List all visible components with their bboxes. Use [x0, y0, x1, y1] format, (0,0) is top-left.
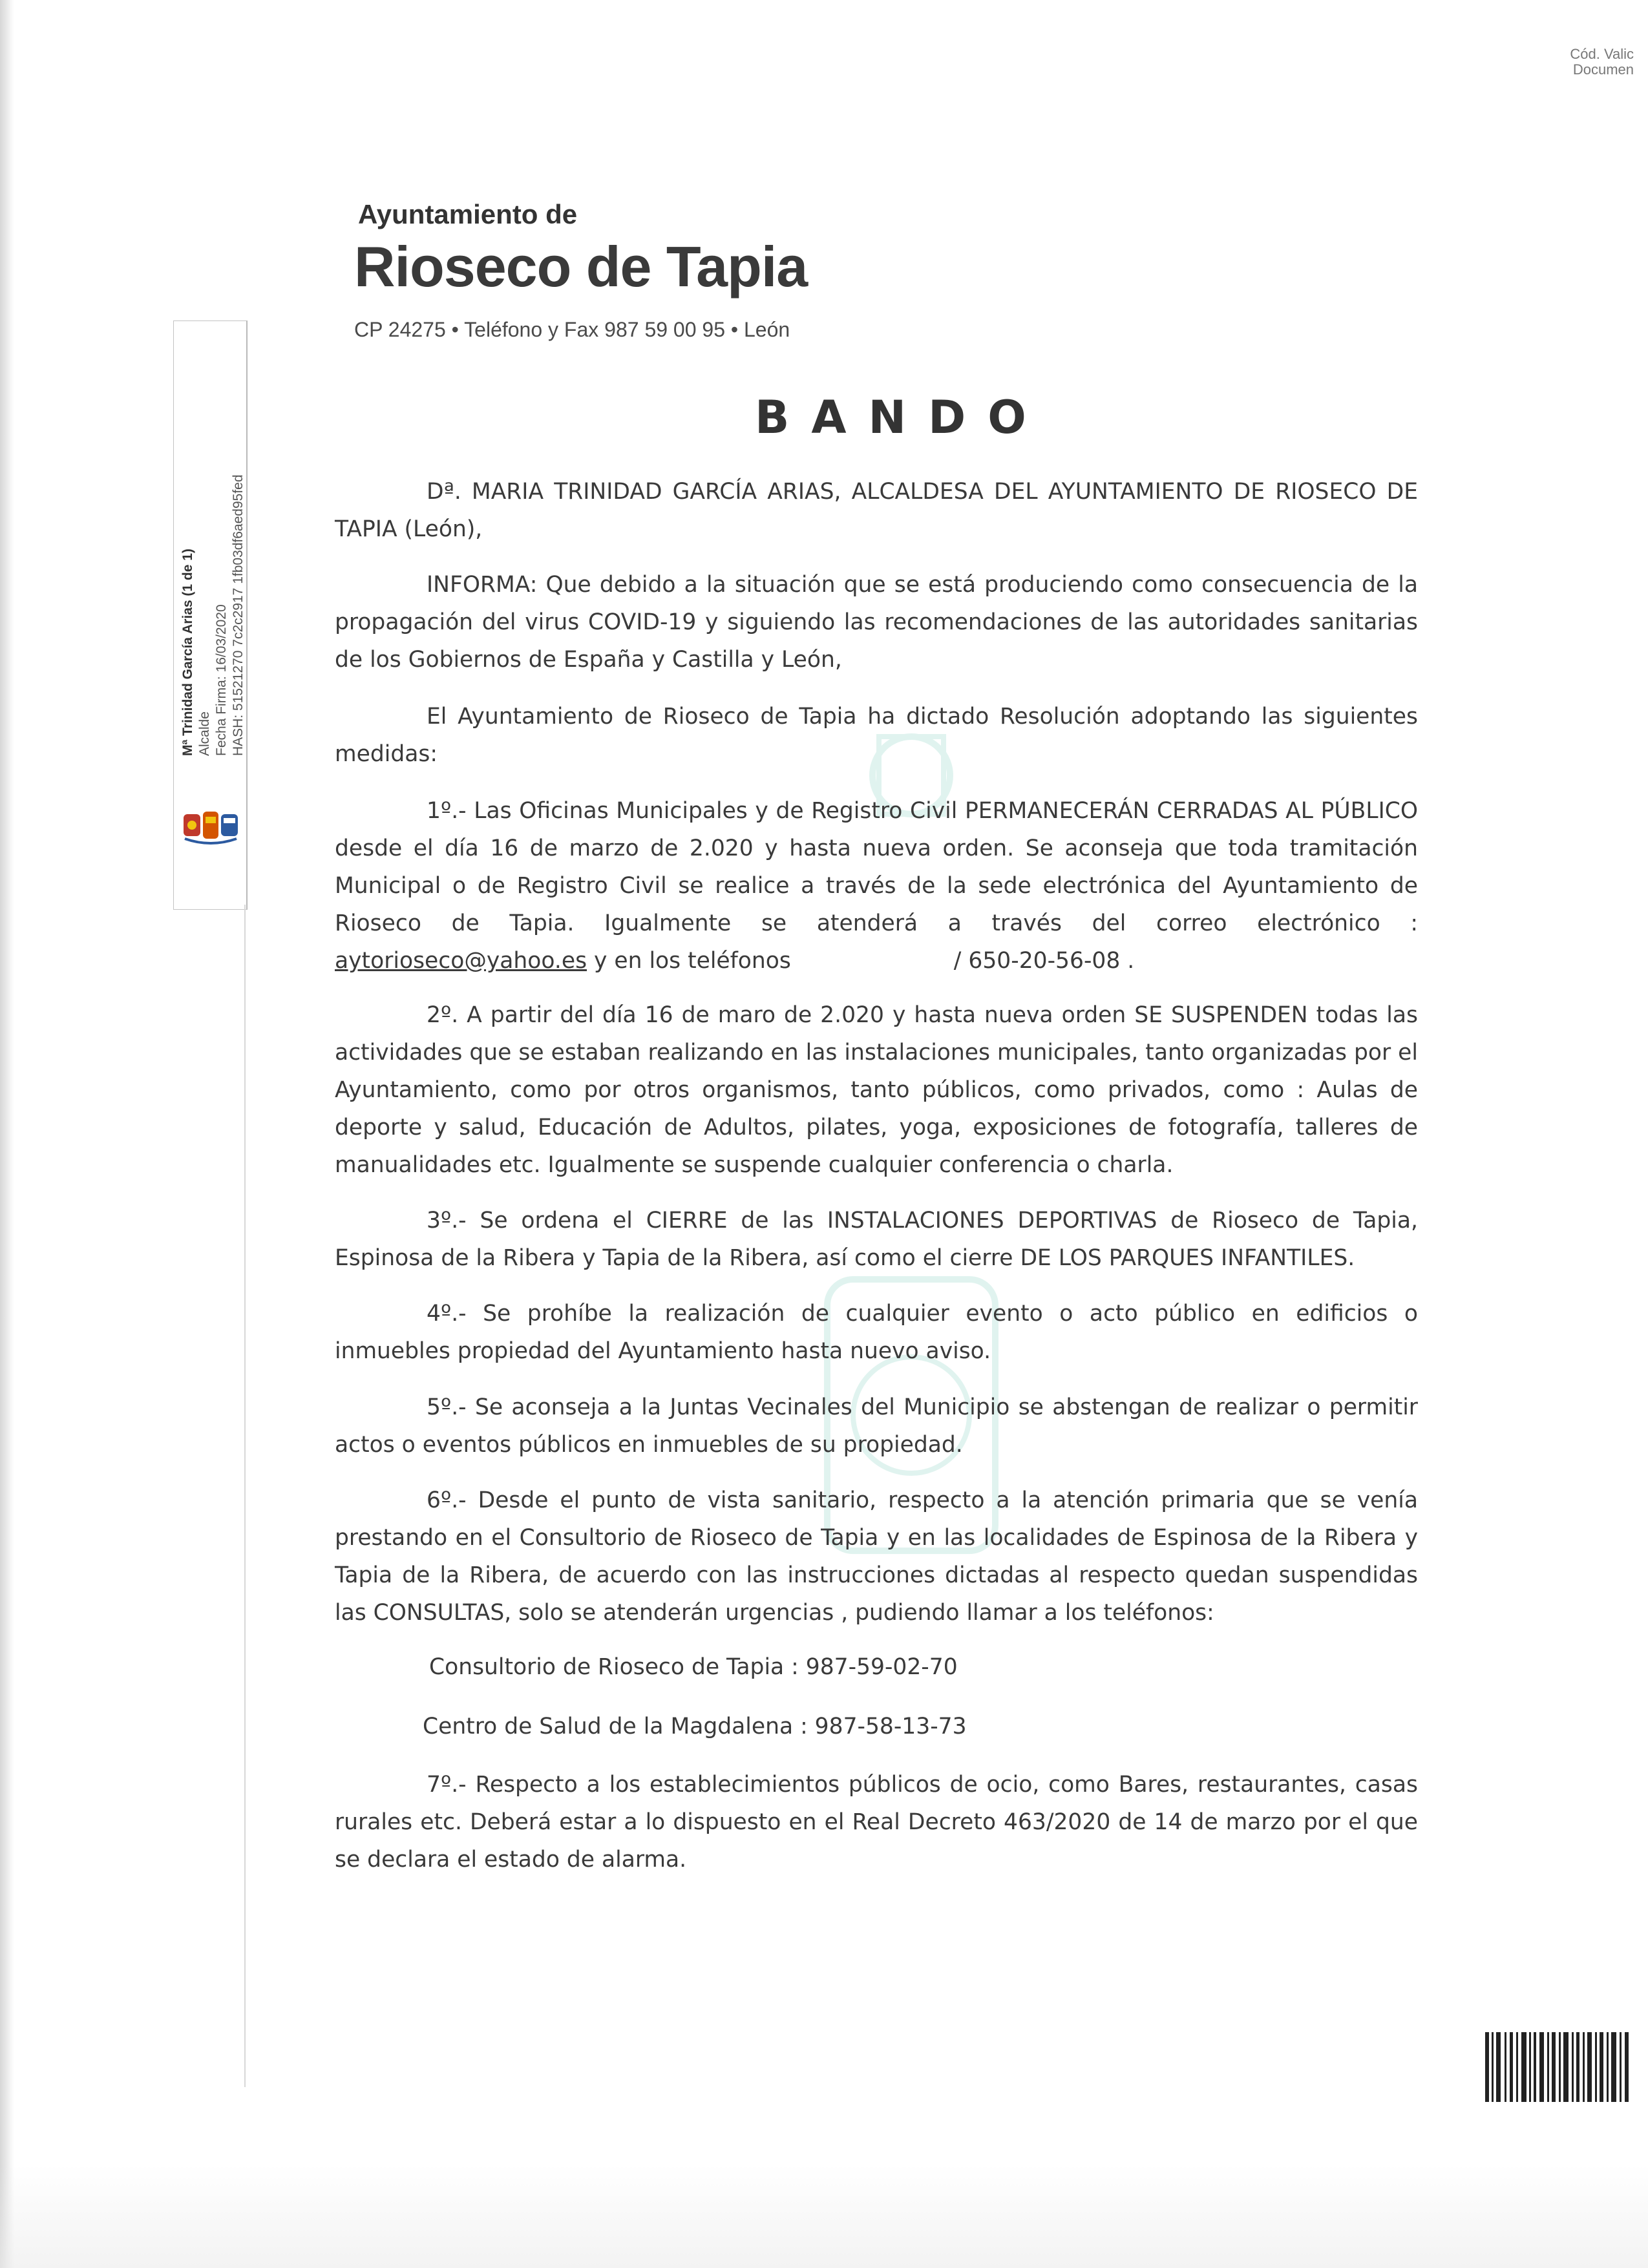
resolution-paragraph — [335, 698, 1418, 773]
measure-1-paragraph — [335, 792, 1418, 980]
signature-hash: HASH: 51521270 7c2c2917 1fb03df6aed95fed — [231, 474, 246, 756]
coat-of-arms-seal-icon — [180, 808, 242, 849]
measure-7-paragraph — [335, 1766, 1418, 1878]
measure-4-text: 4º.- Se prohíbe la realización de cualquier evento o acto público en edificios o inmuebles propiedad del Ayuntamiento hasta nuevo aviso. — [335, 1301, 1418, 1364]
barcode-icon — [1485, 2032, 1631, 2102]
measure-2-paragraph — [335, 996, 1418, 1184]
intro-text: Dª. MARIA TRINIDAD GARCÍA ARIAS, ALCALDESA DEL AYUNTAMIENTO DE RIOSECO DE TAPIA (León), — [335, 479, 1418, 542]
informa-paragraph — [335, 566, 1418, 678]
verification-line-1: Cód. Valic — [1570, 46, 1634, 62]
informa-text: INFORMA: Que debido a la situación que se está produciendo como consecuencia de la propagación del virus COVID-19 y siguiendo las recomendaciones de las autoridades sanitarias de los Gobiernos de España y Castilla y León, — [335, 572, 1418, 673]
measure-4-paragraph — [335, 1295, 1418, 1370]
measure-1-phones-prefix: y en los teléfonos — [594, 948, 791, 974]
header-subtitle: Ayuntamiento de — [358, 199, 578, 229]
signature-sidebar-text — [180, 474, 247, 756]
document-heading: BANDO — [755, 391, 1048, 444]
measure-6-text: 6º.- Desde el punto de vista sanitario, respecto a la atención primaria que se venía prestando en el Consultorio de Rioseco de Tapia y en las localidades de Espinosa de la Ribera y Tapia de la Ribera, de acuerdo con las instrucciones dictadas al respecto quedan suspendidas las CONSULTAS, solo se atenderán urgencias , pudiendo llamar a los teléfonos: — [335, 1487, 1418, 1626]
measure-3-text: 3º.- Se ordena el CIERRE de las INSTALACIONES DEPORTIVAS de Rioseco de Tapia, Espinosa de la Ribera y Tapia de la Ribera, así como el cierre DE LOS PARQUES INFANTILES. — [335, 1208, 1418, 1271]
measure-3-paragraph — [335, 1202, 1418, 1277]
signer-name: Mª Trinidad García Arias (1 de 1) — [180, 549, 195, 756]
measure-1-text: 1º.- Las Oficinas Municipales y de Registro Civil PERMANECERÁN CERRADAS AL PÚBLICO desde el día 16 de marzo de 2.020 y hasta nueva orden. Se aconseja que toda tramitación Municipal o de Registro Civil se realice a través de la sede electrónica del Ayuntamiento de Rioseco de Tapia. Igualmente se atenderá a través del correo electrónico : — [335, 798, 1418, 936]
phone-centro-salud: Centro de Salud de la Magdalena : 987-58-13-73 — [423, 1714, 967, 1739]
phone-consultorio: Consultorio de Rioseco de Tapia : 987-59-02-70 — [429, 1654, 958, 1680]
verification-code-label — [1570, 47, 1634, 78]
measure-5-paragraph — [335, 1389, 1418, 1464]
signer-role: Alcalde — [197, 711, 212, 756]
verification-line-2: Documen — [1572, 61, 1634, 78]
measure-2-text: 2º. A partir del día 16 de maro de 2.020 y hasta nueva orden SE SUSPENDEN todas las actividades que se estaban realizando en las instalaciones municipales, tanto organizadas por el Ayuntamiento, como por otros organismos, tanto públicos, como privados, como : Aulas de deporte y salud, Educación de Adultos, pilates, yoga, exposiciones de fotografía, talleres de manualidades etc. Igualmente se suspende cualquier conferencia o charla. — [335, 1002, 1418, 1178]
email-link[interactable]: aytorioseco@yahoo.es — [335, 948, 587, 974]
scan-shadow — [0, 0, 14, 2268]
scan-shadow-bottom — [0, 2165, 1648, 2268]
resolution-text: El Ayuntamiento de Rioseco de Tapia ha dictado Resolución adoptando las siguientes medidas: — [335, 704, 1418, 767]
header-contact: CP 24275 • Teléfono y Fax 987 59 00 95 • León — [354, 318, 790, 341]
signature-date: Fecha Firma: 16/03/2020 — [214, 604, 229, 756]
measure-1-phone: 650-20-56-08 — [968, 948, 1121, 974]
header-title: Rioseco de Tapia — [354, 235, 808, 299]
measure-5-text: 5º.- Se aconseja a la Juntas Vecinales del Municipio se abstengan de realizar o permitir actos o eventos públicos en inmuebles de su propiedad. — [335, 1394, 1418, 1458]
measure-1-end: . — [1127, 948, 1135, 974]
measure-7-text: 7º.- Respecto a los establecimientos públicos de ocio, como Bares, restaurantes, casas rurales etc. Deberá estar a lo dispuesto en el Real Decreto 463/2020 de 14 de marzo por el que se declara el estado de alarma. — [335, 1772, 1418, 1873]
left-margin-rule — [244, 905, 246, 2087]
measure-1-phone-separator: / — [953, 948, 962, 974]
intro-paragraph — [335, 473, 1418, 548]
measure-6-paragraph — [335, 1482, 1418, 1632]
